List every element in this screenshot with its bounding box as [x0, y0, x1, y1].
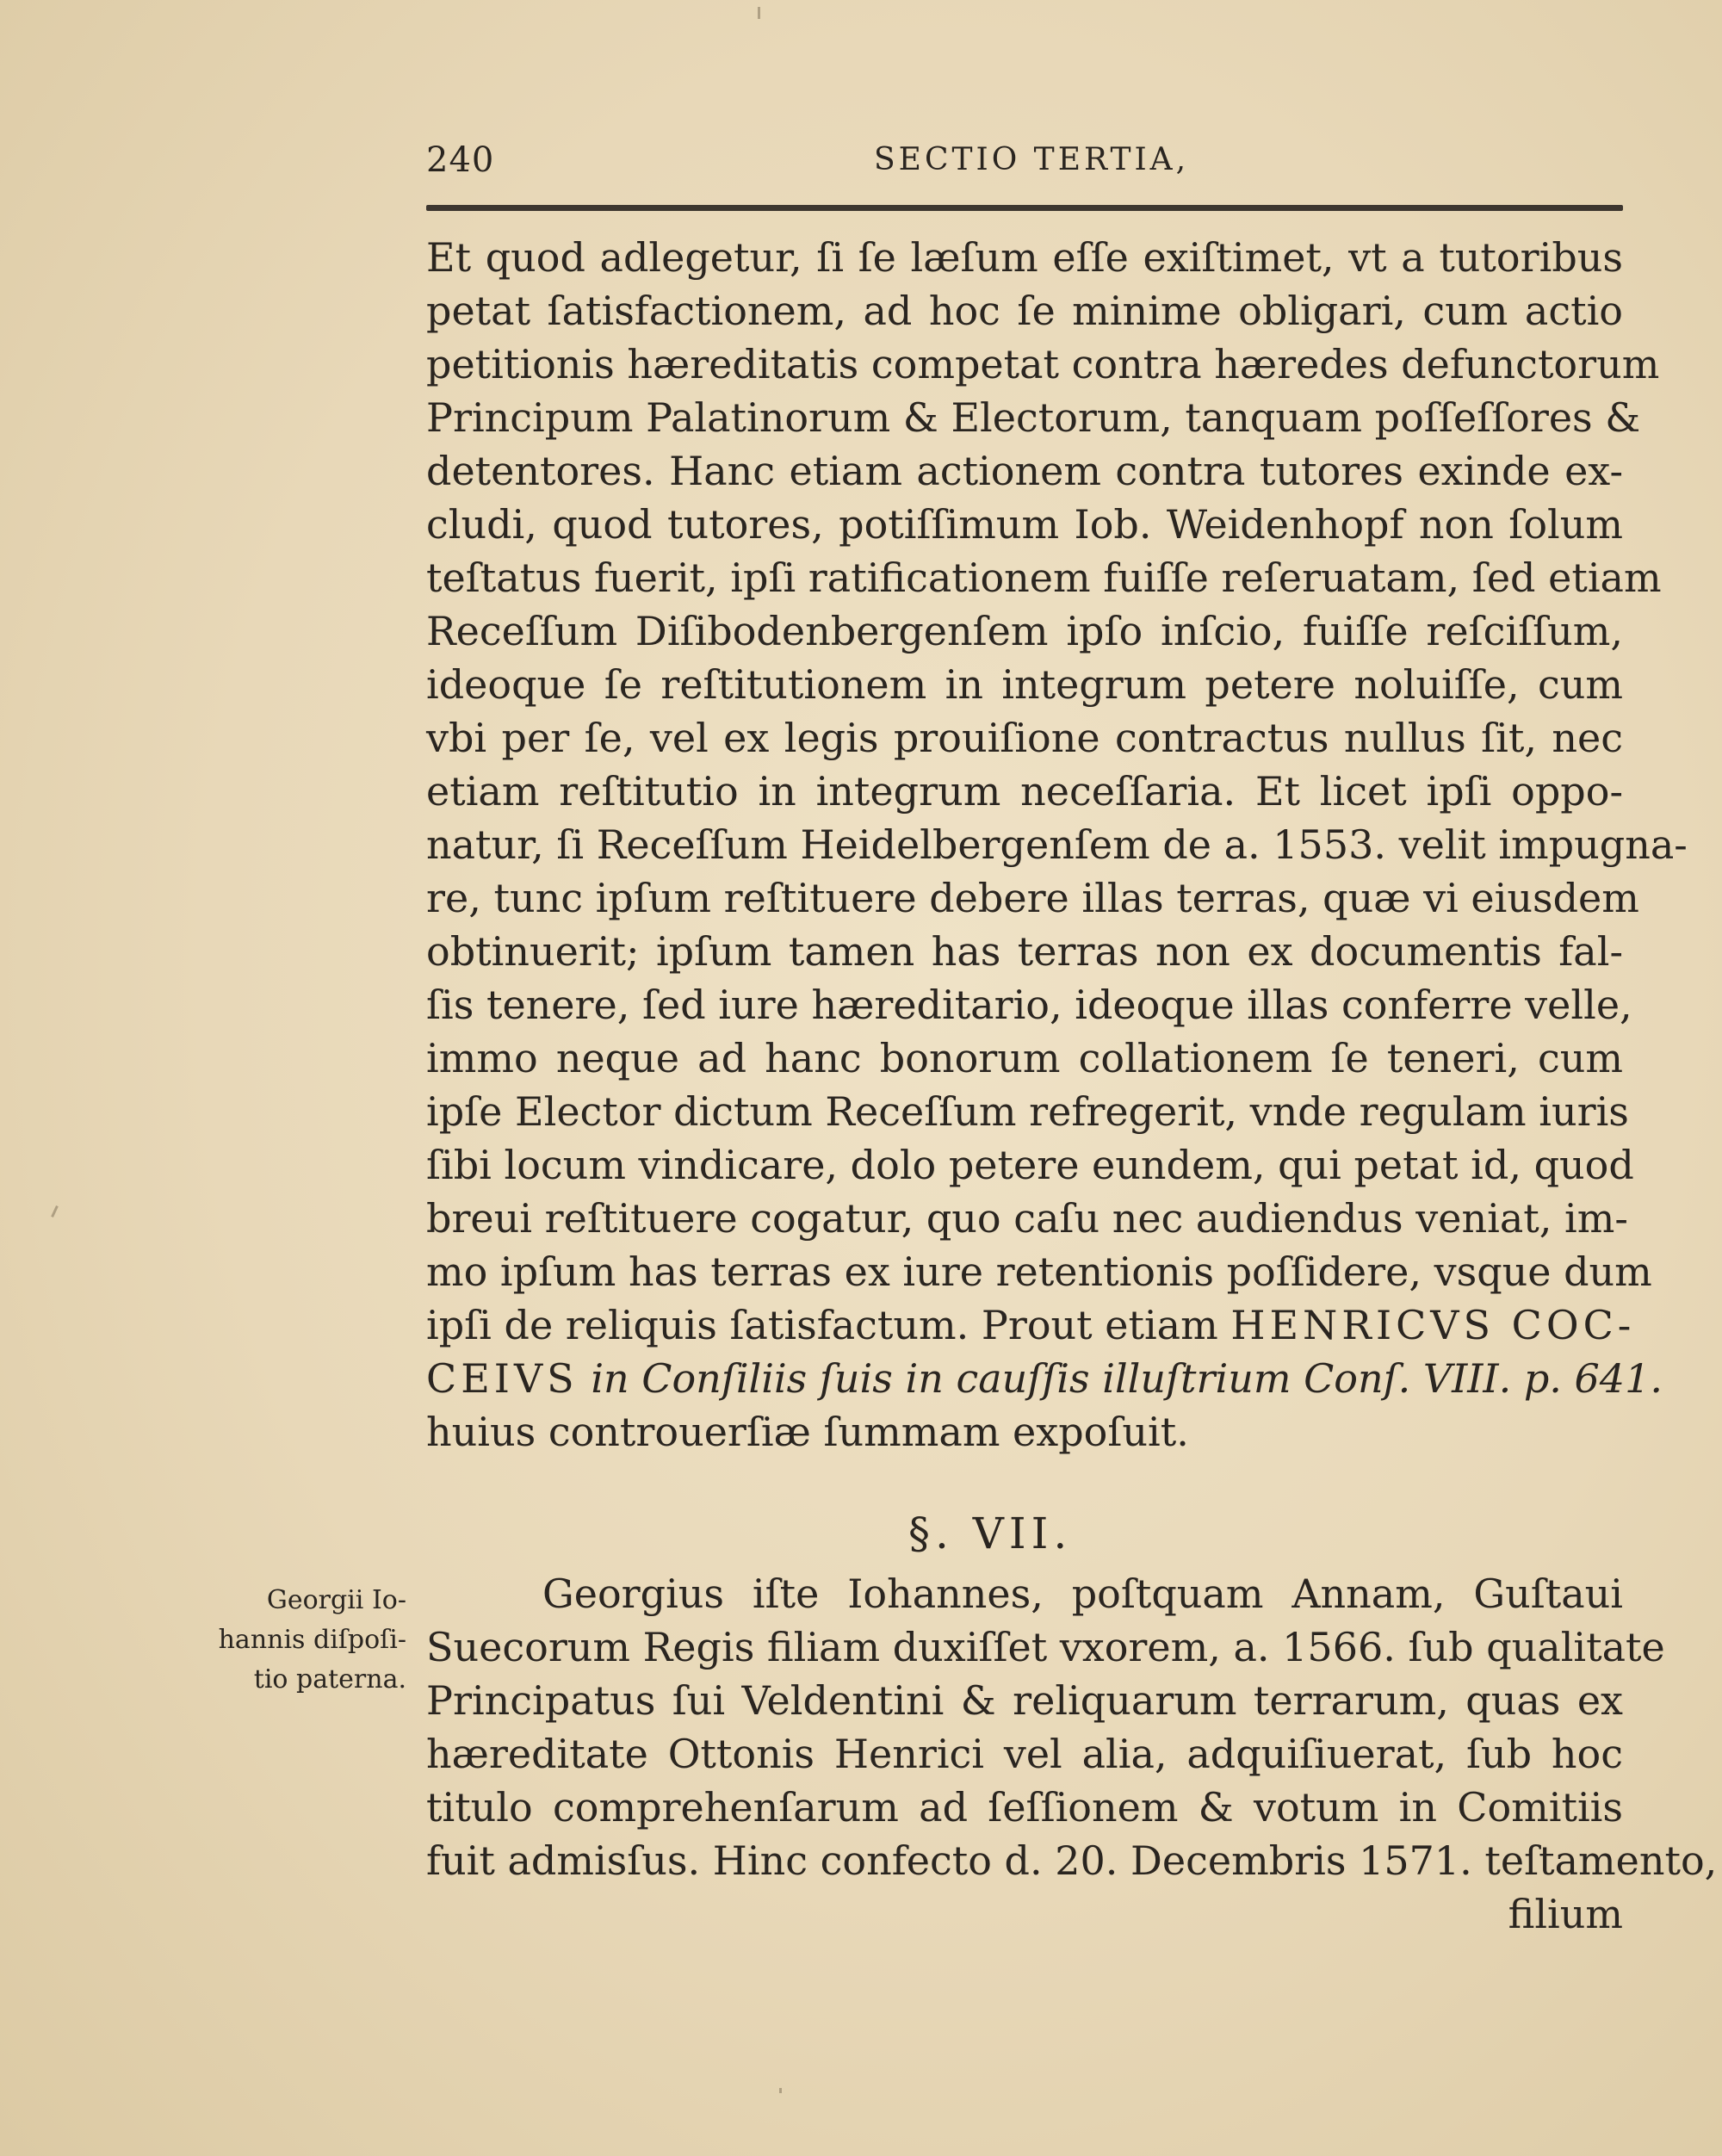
- text-line: detentores. Hanc etiam actionem contra tutores exinde ex-: [426, 448, 1623, 494]
- running-head: SECTIO TERTIA,: [874, 142, 1190, 177]
- text-line: natur, ſi Receſſum Heidelbergenſem de a. 1553. velit impugna-: [426, 821, 1688, 868]
- text-line: mo ipſum has terras ex iure retentionis poſſidere, vsque dum: [426, 1248, 1652, 1295]
- text-line: Et quod adlegetur, ſi ſe læſum eſſe exiſtimet, vt a tutoribus: [426, 234, 1623, 281]
- text-line: Receſſum Diſibodenbergenſem ipſo inſcio, fuiſſe reſciſſum,: [426, 608, 1623, 654]
- author-name: CEIVS: [426, 1355, 579, 1402]
- marginal-note-line: Georgii Io-: [266, 1585, 406, 1615]
- text-line: ſibi locum vindicare, dolo petere eundem, qui petat id, quod: [426, 1142, 1634, 1188]
- text-line: re, tunc ipſum reſtituere debere illas terras, quæ vi eiusdem: [426, 875, 1639, 921]
- text-line: ideoque ſe reſtitutionem in integrum petere noluiſſe, cum: [426, 661, 1623, 708]
- text-line: ſis tenere, ſed iure hæreditario, ideoque illas conferre velle,: [426, 982, 1632, 1028]
- citation-line: [426, 1352, 1663, 1405]
- text-line: cludi, quod tutores, potiſſimum Iob. Weidenhopf non ſolum: [426, 501, 1623, 548]
- text-line: vbi per ſe, vel ex legis prouiſione contractus nullus ſit, nec: [426, 715, 1623, 761]
- text-line: etiam reſtitutio in integrum neceſſaria. Et licet ipſi oppo-: [426, 768, 1623, 815]
- section-paragraph: [426, 1567, 1718, 1941]
- paper-speck: [758, 7, 760, 19]
- text-line: Principatus ſui Veldentini & reliquarum terrarum, quas ex: [426, 1677, 1623, 1724]
- text-line: huius controuerſiæ ſummam expoſuit.: [426, 1409, 1189, 1455]
- text-line: hæreditate Ottonis Henrici vel alia, adquiſiuerat, ſub hoc: [426, 1731, 1623, 1777]
- marginal-note-line: hannis diſpoſi-: [218, 1625, 406, 1655]
- page-number: 240: [426, 140, 495, 180]
- main-paragraph: [426, 231, 1688, 1459]
- header-rule: [426, 205, 1623, 211]
- section-heading: §. VII.: [908, 1509, 1073, 1558]
- text-line: petat ſatisfactionem, ad hoc ſe minime obligari, cum actio: [426, 288, 1623, 334]
- page-header: [426, 133, 1623, 185]
- text-line: breui reſtituere cogatur, quo caſu nec audiendus veniat, im-: [426, 1195, 1628, 1242]
- citation: in Conſiliis ſuis in cauſſis illuſtrium Conſ. VIII. p. 641.: [591, 1355, 1663, 1402]
- paper-speck: [779, 2088, 782, 2093]
- text-line: ipſe Elector dictum Receſſum refregerit, vnde regulam iuris: [426, 1088, 1629, 1135]
- text-line: obtinuerit; ipſum tamen has terras non ex documentis fal-: [426, 928, 1623, 975]
- text-line: Suecorum Regis filiam duxiſſet vxorem, a. 1566. ſub qualitate: [426, 1624, 1665, 1670]
- text-line: petitionis hæreditatis competat contra hæredes defunctorum: [426, 341, 1660, 387]
- text-line: Principum Palatinorum & Electorum, tanquam poſſeſſores &: [426, 394, 1641, 441]
- marginal-note: [183, 1581, 406, 1700]
- text-line: immo neque ad hanc bonorum collationem ſe teneri, cum: [426, 1035, 1623, 1081]
- author-name: HENRICVS COC-: [1230, 1302, 1636, 1348]
- text-line: teſtatus fuerit, ipſi ratificationem fuiſſe reſeruatam, ſed etiam: [426, 554, 1662, 601]
- catchword: filium: [1508, 1891, 1623, 1937]
- marginal-note-line: tio paterna.: [253, 1664, 406, 1694]
- text-line-with-author: [426, 1298, 1636, 1352]
- text-segment: ipſi de reliquis ſatisfactum. Prout etiam: [426, 1302, 1218, 1348]
- text-line: Georgius iſte Iohannes, poſtquam Annam, Guſtaui: [542, 1571, 1623, 1617]
- text-line: titulo comprehenſarum ad ſeſſionem & votum in Comitiis: [426, 1784, 1623, 1831]
- text-line: fuit admisſus. Hinc confecto d. 20. Decembris 1571. teſtamento,: [426, 1837, 1718, 1884]
- paper-speck: [51, 1205, 59, 1217]
